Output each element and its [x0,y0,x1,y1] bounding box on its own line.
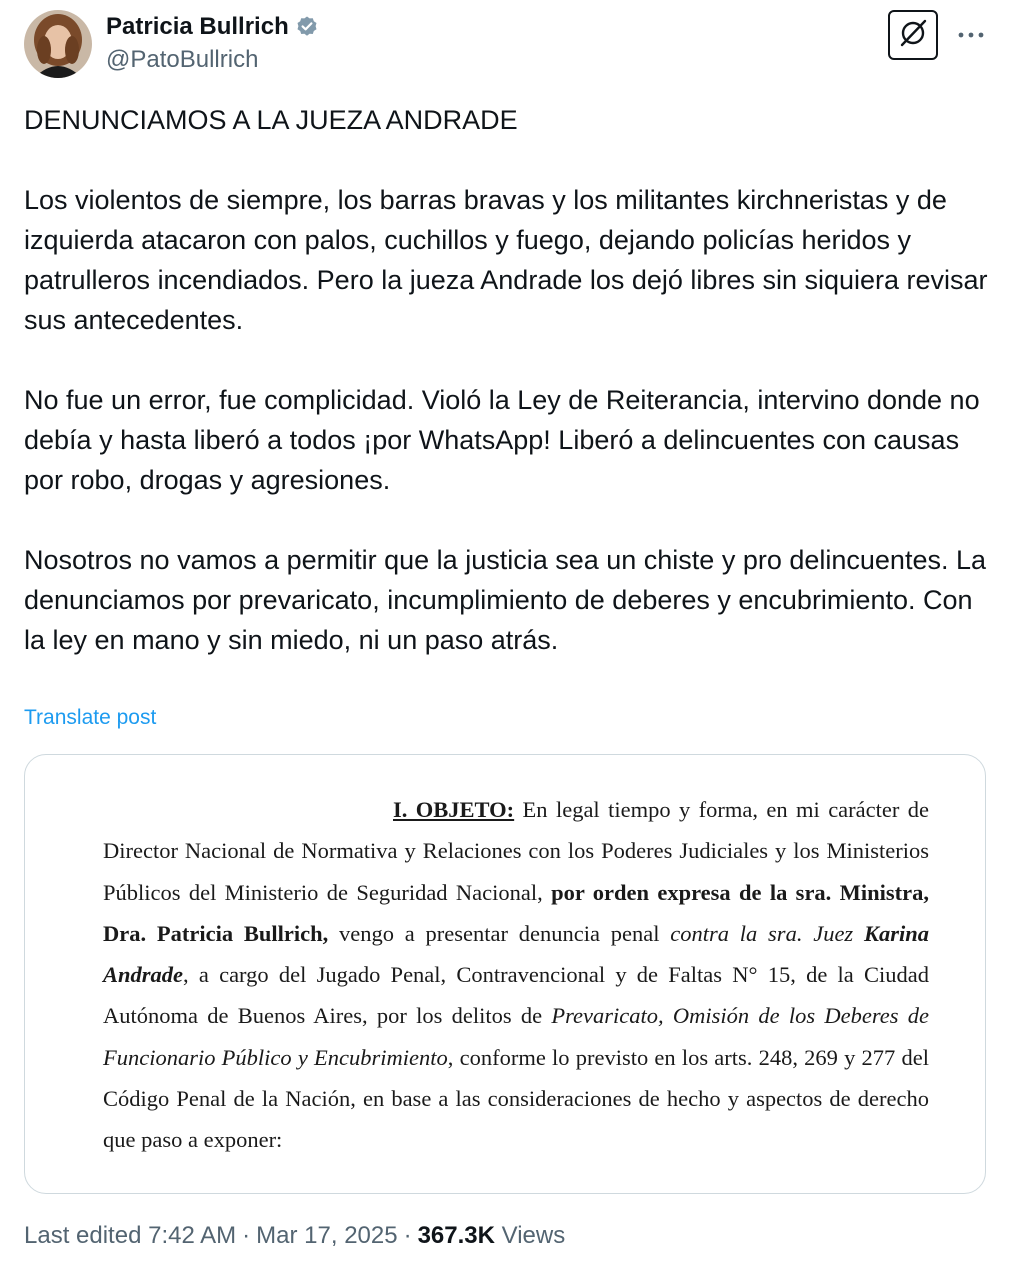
views-label: Views [501,1222,566,1249]
name-row [106,12,319,42]
tweet-paragraph: Nosotros no vamos a permitir que la justicia sea un chiste y pro delincuentes. La denunciamos por prevaricato, incumplimiento de deberes y encubrimiento. Con la ley en mano y sin miedo, ni un paso atrás. [24,545,986,655]
document-text-segment: vengo a presentar denuncia penal [328,920,671,946]
separator: · [242,1222,251,1249]
document-text-segment: , a cargo del Jugado Penal, Contravencional y de Faltas N° 15, de la Ciudad Autónoma de Buenos Aires, por los delitos de [103,962,929,1029]
grok-icon [898,18,928,53]
tweet-header [24,10,988,80]
document-bold-italic-segment: Karina Andrade [103,920,929,988]
grok-button[interactable] [888,10,938,60]
views-count: 367.3K [417,1222,495,1249]
tweet-paragraph: No fue un error, fue complicidad. Violó la Ley de Reiterancia, intervino donde no debía y hasta liberó a todos ¡por WhatsApp! Liberó a delincuentes con causas por robo, drogas y agresiones. [24,385,980,495]
attached-document-image[interactable] [24,754,986,1194]
document-italic-segment: contra la sra. Juez [670,920,864,946]
document-text-segment: En legal tiempo y forma, en mi carácter de Director Nacional de Normativa y Relaciones con los Poderes Judiciales y los Ministerios Públicos del Ministerio de Seguridad Nacional, [103,797,930,905]
handle[interactable]: @PatoBullrich [106,46,259,73]
display-name[interactable]: Patricia Bullrich [106,13,289,40]
document-text [103,789,929,1161]
document-text-segment: , conforme lo previsto en los arts. 248, 269 y 277 del Código Penal de la Nación, en base a las consideraciones de hecho y aspectos de derecho que paso a exponer: [103,1044,929,1153]
post-date[interactable]: Mar 17, 2025 [256,1222,398,1249]
separator: · [403,1222,412,1249]
document-bold-segment: por orden expresa de la sra. Ministra, Dra. Patricia Bullrich, [103,879,929,946]
translate-post-link[interactable]: Translate post [24,706,157,729]
tweet-footer [24,1222,565,1250]
document-heading: I. OBJETO: [393,797,515,822]
tweet-paragraph: Los violentos de siempre, los barras bravas y los militantes kirchneristas y de izquierda atacaron con palos, cuchillos y fuego, dejando policías heridos y patrulleros incendiados. Pero la jueza Andrade los dejó libres sin siquiera revisar sus antecedentes. [24,185,988,335]
more-options-icon [957,26,985,44]
verified-badge-icon [295,15,319,39]
edited-timestamp[interactable]: Last edited 7:42 AM [24,1222,237,1249]
avatar[interactable] [24,10,92,78]
tweet-paragraph: DENUNCIAMOS A LA JUEZA ANDRADE [24,105,518,135]
tweet-text [24,100,988,660]
more-options-button[interactable] [954,20,988,50]
document-italic-segment: Prevaricato, Omisión de los Deberes de Funcionario Público y Encubrimiento [103,1003,930,1070]
